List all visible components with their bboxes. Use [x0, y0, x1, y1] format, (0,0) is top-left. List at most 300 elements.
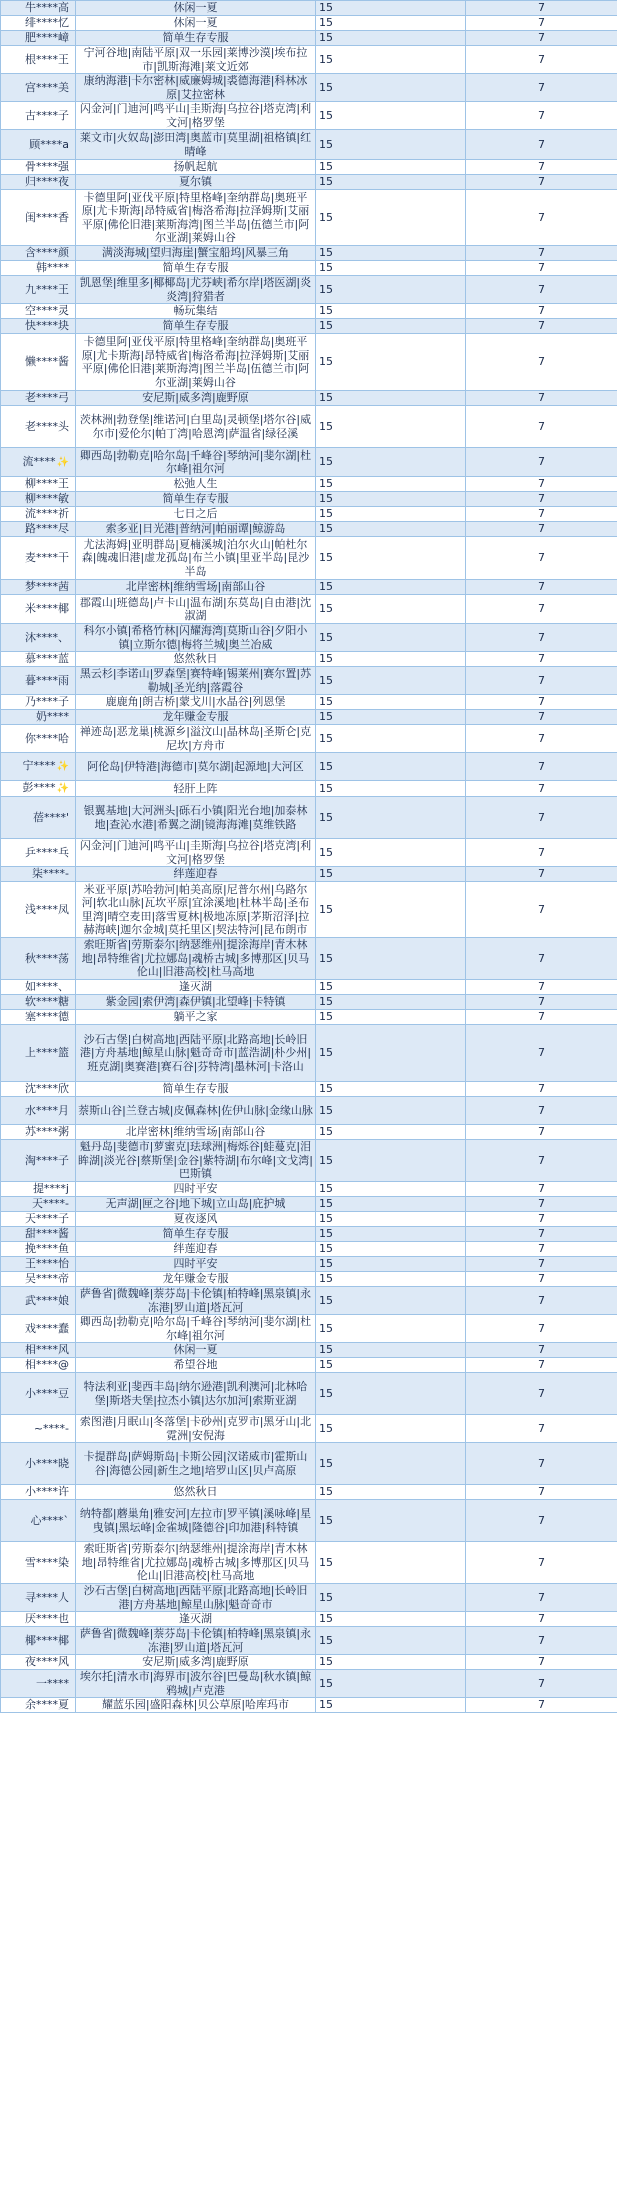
player-name: 九****王	[25, 282, 69, 296]
player-name-cell	[1, 938, 76, 980]
value-cell: 7	[466, 882, 617, 938]
server-list-cell: 休闲一夏	[76, 1343, 316, 1358]
player-name: 塞****德	[25, 1010, 69, 1023]
server-list-cell: 卡德里阿|亚伐平原|特里格峰|奎纳群岛|奥班平原|尤卡斯海|昂特威省|梅洛希海|拉泽姆斯|艾丽平原|佛伦旧港|莱斯海湾|图兰半岛|伍德兰市|阿尔亚湖|莱姆山谷	[76, 190, 316, 246]
value-cell: 7	[466, 190, 617, 246]
server-list-cell: 萨鲁省|微魏峰|萘芬岛|卡伦镇|柏特峰|黑泉镇|永冻港|罗山道|塔瓦河	[76, 1287, 316, 1315]
count-cell: 15	[316, 391, 466, 406]
count-cell: 15	[316, 1010, 466, 1025]
count-cell: 15	[316, 667, 466, 695]
value-cell: 7	[466, 1257, 617, 1272]
server-list-cell: 凯恩堡|维里多|椰椰岛|尤芬峡|希尔岸|塔医湖|炎炎湾|狩猎者	[76, 276, 316, 304]
player-name-cell	[1, 31, 76, 46]
count-cell: 15	[316, 190, 466, 246]
server-list-cell: 郡霞山|班德岛|卢卡山|温布湖|东莫岛|自由港|沈淑湖	[76, 595, 316, 624]
player-name-cell	[1, 652, 76, 667]
player-name: 天****-	[32, 1197, 69, 1210]
count-cell: 15	[316, 1097, 466, 1125]
count-cell: 15	[316, 1373, 466, 1415]
count-cell: 15	[316, 175, 466, 190]
player-name-cell	[1, 102, 76, 130]
value-cell: 7	[466, 1010, 617, 1025]
count-cell: 15	[316, 1698, 466, 1713]
player-name: 余****夏	[25, 1698, 69, 1711]
table-row	[1, 595, 617, 624]
value-cell: 7	[466, 1227, 617, 1242]
server-list-cell: 畅玩集结	[76, 304, 316, 319]
player-name: 柒****-	[32, 867, 69, 880]
table-row	[1, 304, 617, 319]
count-cell: 15	[316, 580, 466, 595]
player-name-cell	[1, 1698, 76, 1713]
table-row	[1, 16, 617, 31]
player-name-cell	[1, 1415, 76, 1443]
player-name-cell	[1, 753, 76, 781]
value-cell: 7	[466, 1242, 617, 1257]
player-name: 软****糖	[25, 995, 69, 1008]
player-name-cell	[1, 1257, 76, 1272]
server-list-cell: 卿西岛|勃勒克|哈尔岛|千峰谷|琴纳河|斐尔湖|杜尔峰|祖尔河	[76, 1315, 316, 1343]
player-name-cell	[1, 448, 76, 477]
server-list-cell: 黑云杉|李诺山|罗森堡|赛特峰|锡莱州|赛尔置|苏勒城|圣光纳|落霞谷	[76, 667, 316, 695]
player-name: 麦****干	[25, 551, 69, 564]
value-cell: 7	[466, 938, 617, 980]
value-cell: 7	[466, 1670, 617, 1698]
value-cell: 7	[466, 1, 617, 16]
server-list-cell: 无声湖|匣之谷|地下城|立山岛|庇护城	[76, 1197, 316, 1212]
table-row	[1, 980, 617, 995]
player-name: 天****子	[25, 1212, 69, 1225]
count-cell: 15	[316, 652, 466, 667]
table-row	[1, 753, 617, 781]
server-list-cell: 卿西岛|勃勒克|哈尔岛|千峰谷|琴纳河|斐尔湖|杜尔峰|祖尔河	[76, 448, 316, 477]
server-list-cell: 萨鲁省|微魏峰|萘芬岛|卡伦镇|柏特峰|黑泉镇|永冻港|罗山道|塔瓦河	[76, 1627, 316, 1655]
player-name: 上****篮	[25, 1046, 69, 1059]
server-list-cell: 休闲一夏	[76, 1, 316, 16]
value-cell: 7	[466, 130, 617, 160]
server-list-cell: 萘斯山谷|兰登古城|皮佩森林|佐伊山脉|金缘山脉	[76, 1097, 316, 1125]
server-list-cell: 休闲一夏	[76, 16, 316, 31]
server-list-cell: 宁河谷地|南陆平原|双一乐园|莱博沙漠|埃布拉市|凯斯海滩|莱文近郊	[76, 46, 316, 74]
table-row	[1, 391, 617, 406]
count-cell: 15	[316, 246, 466, 261]
count-cell: 15	[316, 319, 466, 334]
table-row	[1, 725, 617, 753]
value-cell: 7	[466, 1197, 617, 1212]
value-cell: 7	[466, 537, 617, 580]
player-name-cell	[1, 695, 76, 710]
count-cell: 15	[316, 725, 466, 753]
player-name: 米****椰	[25, 602, 69, 615]
value-cell: 7	[466, 695, 617, 710]
server-list-cell: 埃尔托|清水市|海界市|波尔谷|巴曼岛|秋水镇|鲸鸦城|卢克港	[76, 1670, 316, 1698]
table-row	[1, 839, 617, 867]
table-row	[1, 1373, 617, 1415]
player-name-cell	[1, 1182, 76, 1197]
server-list-cell: 闪金河|门迪河|鸣平山|圭斯海|乌拉谷|塔克湾|利文河|格罗堡	[76, 102, 316, 130]
count-cell: 15	[316, 1082, 466, 1097]
player-name: 寻****人	[25, 1590, 69, 1604]
player-name: 武****娘	[25, 1293, 69, 1307]
player-name: 宁****	[22, 759, 56, 772]
value-cell: 7	[466, 160, 617, 175]
value-cell: 7	[466, 507, 617, 522]
server-list-cell: 特法利亚|斐西丰岛|纳尔逊港|凯利澳河|北林哈堡|斯塔夫堡|拉杰小镇|达尔加河|索斯亚湖	[76, 1373, 316, 1415]
value-cell: 7	[466, 1584, 617, 1612]
count-cell: 15	[316, 1343, 466, 1358]
player-name: 空****灵	[25, 304, 69, 317]
server-list-cell: 龙年赚金专服	[76, 1272, 316, 1287]
player-name-cell	[1, 1542, 76, 1584]
table-row	[1, 175, 617, 190]
value-cell: 7	[466, 995, 617, 1010]
count-cell: 15	[316, 102, 466, 130]
count-cell: 15	[316, 1272, 466, 1287]
count-cell: 15	[316, 46, 466, 74]
player-name-cell	[1, 406, 76, 448]
player-name-cell	[1, 667, 76, 695]
player-name: 暮****雨	[25, 673, 69, 687]
server-list-cell: 北岸密林|维纳雪场|南部山谷	[76, 1125, 316, 1140]
player-name: 甜****酱	[25, 1227, 69, 1240]
player-name-cell	[1, 1584, 76, 1612]
server-list-cell: 闪金河|门迪河|鸣平山|圭斯海|乌拉谷|塔克湾|利文河|格罗堡	[76, 839, 316, 867]
table-row	[1, 102, 617, 130]
count-cell: 15	[316, 1485, 466, 1500]
count-cell: 15	[316, 1125, 466, 1140]
player-name-cell	[1, 261, 76, 276]
count-cell: 15	[316, 304, 466, 319]
player-name: 流****祈	[25, 507, 69, 520]
table-row	[1, 1443, 617, 1485]
player-name-cell	[1, 16, 76, 31]
server-list-cell: 魁丹岛|斐德市|萝蜜克|珐球洲|梅烁谷|蛙蔓克|泪眸湖|淡光谷|蔡斯堡|金谷|紫特湖|布尔峰|文戈湾|巴斯镇	[76, 1140, 316, 1182]
player-name: 奶****	[36, 710, 69, 723]
value-cell: 7	[466, 797, 617, 839]
table-row	[1, 74, 617, 102]
player-name: 梦****茜	[25, 580, 69, 593]
server-list-cell: 米亚平原|苏哈勃河|帕美高原|尼普尔州|乌路尔河|软北山脉|瓦坎平原|宜涂溪地|杜林半岛|圣布里湾|晴空麦田|落雪夏林|极地冻原|茅斯沼泽|拉赫海峡|迦尔金城|莫托里区|契法特河|昆布朗市	[76, 882, 316, 938]
count-cell: 15	[316, 1655, 466, 1670]
table-row	[1, 1358, 617, 1373]
player-name: 吴****帝	[25, 1272, 69, 1285]
player-name: 根****王	[25, 52, 69, 66]
count-cell: 15	[316, 406, 466, 448]
value-cell: 7	[466, 624, 617, 652]
player-name-cell	[1, 980, 76, 995]
table-row	[1, 522, 617, 537]
count-cell: 15	[316, 1443, 466, 1485]
player-name-cell	[1, 1212, 76, 1227]
table-row	[1, 1584, 617, 1612]
player-name: 如****、	[25, 980, 69, 993]
player-name: 相****风	[25, 1343, 69, 1356]
value-cell: 7	[466, 1627, 617, 1655]
count-cell: 15	[316, 74, 466, 102]
table-row	[1, 1125, 617, 1140]
value-cell: 7	[466, 1315, 617, 1343]
value-cell: 7	[466, 1343, 617, 1358]
sparkle-icon: ✨	[56, 783, 69, 794]
value-cell: 7	[466, 652, 617, 667]
value-cell: 7	[466, 710, 617, 725]
count-cell: 15	[316, 797, 466, 839]
player-name: 心****`	[30, 1513, 69, 1527]
server-list-cell: 沙石古堡|白树高地|西陆平原|北路高地|长岭旧港|方舟基地|鲸星山脉|魁奇奇市|蓝浩湖|朴少州|班克湖|奥赛港|赛石谷|芬特湾|墨林河|卡洛山	[76, 1025, 316, 1082]
table-row	[1, 1287, 617, 1315]
count-cell: 15	[316, 710, 466, 725]
count-cell: 15	[316, 334, 466, 391]
player-name: 蓓****'	[32, 810, 69, 824]
count-cell: 15	[316, 448, 466, 477]
value-cell: 7	[466, 492, 617, 507]
table-row	[1, 1315, 617, 1343]
player-name-cell	[1, 882, 76, 938]
value-cell: 7	[466, 448, 617, 477]
player-name-cell	[1, 725, 76, 753]
server-list-cell: 茨林洲|勃登堡|维诺河|白里岛|灵顿堡|塔尔谷|威尔市|爱伦尔|帕丁湾|哈恩湾|萨温省|绿径溪	[76, 406, 316, 448]
player-name-cell	[1, 522, 76, 537]
table-row	[1, 1627, 617, 1655]
server-list-cell: 简单生存专服	[76, 1082, 316, 1097]
table-row	[1, 667, 617, 695]
value-cell: 7	[466, 522, 617, 537]
count-cell: 15	[316, 1, 466, 16]
player-name: 挽****鱼	[25, 1242, 69, 1255]
server-list-cell: 纳特都|蘑巢角|雅安河|左拉市|罗平镇|溪咏峰|星曳镇|黑坛峰|金雀城|隆德谷|印加港|科特镇	[76, 1500, 316, 1542]
table-row	[1, 1010, 617, 1025]
player-name-cell	[1, 1612, 76, 1627]
player-name: 老****头	[25, 419, 69, 433]
count-cell: 15	[316, 1627, 466, 1655]
server-list-cell: 绊莲迎春	[76, 1242, 316, 1257]
value-cell: 7	[466, 725, 617, 753]
count-cell: 15	[316, 1025, 466, 1082]
server-list-cell: 满淡海城|望归海崖|蟹宝船坞|风暴三角	[76, 246, 316, 261]
value-cell: 7	[466, 175, 617, 190]
value-cell: 7	[466, 1140, 617, 1182]
count-cell: 15	[316, 1140, 466, 1182]
player-name: 小****许	[25, 1485, 69, 1498]
value-cell: 7	[466, 1272, 617, 1287]
count-cell: 15	[316, 882, 466, 938]
player-name-cell	[1, 580, 76, 595]
table-row	[1, 1257, 617, 1272]
player-name-cell	[1, 492, 76, 507]
player-name-cell	[1, 304, 76, 319]
server-list-cell: 索旺斯省|劳斯泰尔|纳瑟维州|提涂海岸|青木林地|昂特维省|尤拉娜岛|魂桥古城|多博那区|贝马伦山|旧港高校|杜马高地	[76, 938, 316, 980]
server-list-cell: 四时平安	[76, 1257, 316, 1272]
table-row	[1, 46, 617, 74]
server-list-cell: 七日之后	[76, 507, 316, 522]
table-row	[1, 995, 617, 1010]
value-cell: 7	[466, 1655, 617, 1670]
player-name-cell	[1, 1627, 76, 1655]
player-name-cell	[1, 781, 76, 797]
value-cell: 7	[466, 46, 617, 74]
value-cell: 7	[466, 1358, 617, 1373]
server-list-cell: 沙石古堡|白树高地|西陆平原|北路高地|长岭旧港|方舟基地|鲸星山脉|魁奇奇市	[76, 1584, 316, 1612]
player-name: 含****颜	[25, 246, 69, 259]
player-name-cell	[1, 1010, 76, 1025]
player-name: 快****块	[25, 319, 69, 332]
player-name: 雪****染	[25, 1555, 69, 1569]
player-name-cell	[1, 1227, 76, 1242]
value-cell: 7	[466, 406, 617, 448]
table-row	[1, 1343, 617, 1358]
value-cell: 7	[466, 1182, 617, 1197]
count-cell: 15	[316, 492, 466, 507]
table-row	[1, 1272, 617, 1287]
player-name-cell	[1, 1125, 76, 1140]
player-name: 乒****乓	[25, 845, 69, 859]
server-list-cell: 莱文市|火奴岛|澎田湾|奥蓝市|莫里湖|祖格镇|红晴峰	[76, 130, 316, 160]
value-cell: 7	[466, 1125, 617, 1140]
player-name: 彭****	[22, 781, 56, 794]
server-list-cell: 安尼斯|威多湾|鹿野原	[76, 1655, 316, 1670]
server-list-cell: 耀蓝乐园|盛阳森林|贝公草原|哈库玛市	[76, 1698, 316, 1713]
value-cell: 7	[466, 867, 617, 882]
player-name: 戏****蠢	[25, 1321, 69, 1335]
table-row	[1, 1698, 617, 1713]
table-row	[1, 797, 617, 839]
count-cell: 15	[316, 938, 466, 980]
table-row	[1, 710, 617, 725]
server-list-cell: 阿伦岛|伊特港|海德市|莫尔湖|起源地|大河区	[76, 753, 316, 781]
player-name-cell	[1, 1140, 76, 1182]
player-name: 沐****、	[25, 630, 69, 644]
table-row	[1, 1197, 617, 1212]
count-cell: 15	[316, 1542, 466, 1584]
table-row	[1, 1670, 617, 1698]
table-row	[1, 477, 617, 492]
player-name-cell	[1, 624, 76, 652]
server-list-cell: 尤法海姆|亚明群岛|夏楠溪城|泊尔火山|帕杜尔森|魄魂旧港|虚龙孤岛|布兰小镇|里亚半岛|昆沙半岛	[76, 537, 316, 580]
player-name-cell	[1, 595, 76, 624]
value-cell: 7	[466, 334, 617, 391]
server-list-cell: 松弛人生	[76, 477, 316, 492]
player-name: 老****弓	[25, 391, 69, 404]
table-row	[1, 580, 617, 595]
count-cell: 15	[316, 1415, 466, 1443]
server-list-cell: 简单生存专服	[76, 31, 316, 46]
server-list-cell: 四时平安	[76, 1182, 316, 1197]
player-name-cell	[1, 995, 76, 1010]
player-name-cell	[1, 1485, 76, 1500]
count-cell: 15	[316, 477, 466, 492]
value-cell: 7	[466, 1698, 617, 1713]
player-name: 牛****高	[25, 1, 69, 14]
count-cell: 15	[316, 160, 466, 175]
table-row	[1, 406, 617, 448]
value-cell: 7	[466, 1542, 617, 1584]
count-cell: 15	[316, 624, 466, 652]
player-name: 小****豆	[25, 1386, 69, 1400]
table-row	[1, 319, 617, 334]
server-list-cell: 轻肝上阵	[76, 781, 316, 797]
player-name: ~****-	[33, 1421, 69, 1435]
table-row	[1, 652, 617, 667]
player-name-cell	[1, 839, 76, 867]
server-list-cell: 索图港|月眠山|冬落堡|卡砂州|克罗市|黑牙山|北霓洲|安倪海	[76, 1415, 316, 1443]
player-name-cell	[1, 175, 76, 190]
player-name-cell	[1, 1373, 76, 1415]
player-name-cell	[1, 1272, 76, 1287]
player-name: 厌****也	[25, 1612, 69, 1625]
value-cell: 7	[466, 1097, 617, 1125]
sparkle-icon: ✨	[56, 761, 69, 772]
table-row	[1, 537, 617, 580]
value-cell: 7	[466, 839, 617, 867]
table-row	[1, 1242, 617, 1257]
player-name-cell	[1, 1315, 76, 1343]
server-list-cell: 龙年赚金专服	[76, 710, 316, 725]
player-name-cell	[1, 276, 76, 304]
value-cell: 7	[466, 1212, 617, 1227]
server-list-cell: 简单生存专服	[76, 261, 316, 276]
player-name: 宫****美	[25, 80, 69, 94]
server-list-cell: 简单生存专服	[76, 1227, 316, 1242]
player-name-cell	[1, 1500, 76, 1542]
count-cell: 15	[316, 839, 466, 867]
table-row	[1, 190, 617, 246]
count-cell: 15	[316, 695, 466, 710]
value-cell: 7	[466, 391, 617, 406]
value-cell: 7	[466, 781, 617, 797]
player-name-cell	[1, 130, 76, 160]
count-cell: 15	[316, 1612, 466, 1627]
value-cell: 7	[466, 16, 617, 31]
table-row	[1, 31, 617, 46]
count-cell: 15	[316, 753, 466, 781]
server-list-cell: 鹿鹿角|朗吉桥|蒙戈川|水晶谷|列恩堡	[76, 695, 316, 710]
player-name: 夜****风	[25, 1655, 69, 1668]
value-cell: 7	[466, 753, 617, 781]
value-cell: 7	[466, 980, 617, 995]
value-cell: 7	[466, 667, 617, 695]
player-name: 秋****荡	[25, 951, 69, 965]
table-row	[1, 938, 617, 980]
table-row	[1, 1182, 617, 1197]
player-name: 韩****	[36, 261, 69, 274]
table-row	[1, 1655, 617, 1670]
player-name: 归****夜	[25, 175, 69, 188]
value-cell: 7	[466, 31, 617, 46]
table-row	[1, 1212, 617, 1227]
server-list-cell: 银翼基地|大河洲头|砾石小镇|阳光台地|加泰林地|查沁水港|希翼之湖|镜海海滩|莫维铁路	[76, 797, 316, 839]
server-list-cell: 夏夜逐风	[76, 1212, 316, 1227]
value-cell: 7	[466, 1373, 617, 1415]
server-list-cell: 卡提群岛|萨姆斯岛|卡斯公园|汉诺威市|霍斯山谷|海德公园|新生之地|培罗山区|贝卢高原	[76, 1443, 316, 1485]
player-name-cell	[1, 190, 76, 246]
player-name-cell	[1, 507, 76, 522]
table-row	[1, 1485, 617, 1500]
count-cell: 15	[316, 867, 466, 882]
player-name: 浅****凤	[25, 902, 69, 916]
player-name: 苏****粥	[25, 1125, 69, 1138]
player-name-cell	[1, 1242, 76, 1257]
count-cell: 15	[316, 1257, 466, 1272]
count-cell: 15	[316, 1287, 466, 1315]
count-cell: 15	[316, 781, 466, 797]
server-list-cell: 安尼斯|威多湾|鹿野原	[76, 391, 316, 406]
count-cell: 15	[316, 522, 466, 537]
value-cell: 7	[466, 580, 617, 595]
player-name-cell	[1, 1287, 76, 1315]
table-row	[1, 1542, 617, 1584]
player-name-cell	[1, 1343, 76, 1358]
count-cell: 15	[316, 1315, 466, 1343]
